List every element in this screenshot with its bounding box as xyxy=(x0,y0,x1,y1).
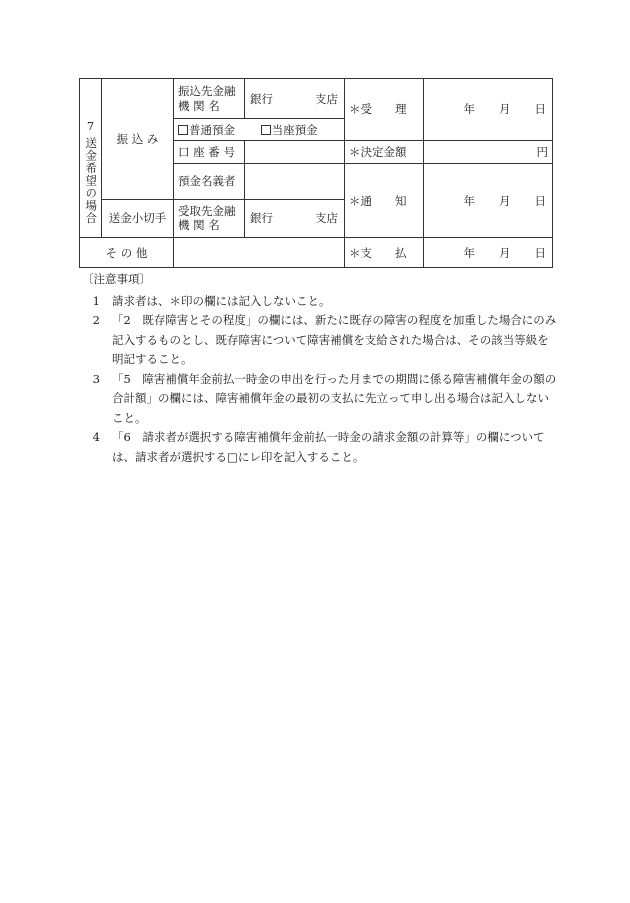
receiving-bank-field[interactable] xyxy=(245,199,345,237)
check-label: 送金小切手 xyxy=(102,199,174,237)
account-number-label: 口 座 番 号 xyxy=(174,140,245,163)
notes-heading: 〔注意事項〕 xyxy=(82,272,151,286)
year-label: 年 xyxy=(463,245,475,260)
note-number: 1 xyxy=(92,293,100,308)
year-label: 年 xyxy=(463,193,475,208)
notice-label: ＊通 知 xyxy=(345,164,424,238)
month-label: 月 xyxy=(499,102,511,117)
note-item xyxy=(82,370,557,429)
checkbox-icon xyxy=(178,125,188,135)
day-label: 日 xyxy=(534,102,546,117)
note-number: 2 xyxy=(92,313,100,327)
notice-date-field[interactable] xyxy=(424,164,553,238)
furikomi-bank-field[interactable] xyxy=(245,79,345,119)
payment-label: ＊支 払 xyxy=(345,238,424,268)
note-number: 3 xyxy=(92,371,100,386)
note-text: 「5 障害補償年金前払一時金の申出を行った月までの期間に係る障害補償年金の額の合計額」の欄には、障害補償年金の最初の支払に先立って申し出る場合は記入しないこと。 xyxy=(112,371,557,425)
acceptance-label: ＊受 理 xyxy=(345,79,424,141)
checkbox-icon xyxy=(261,125,271,135)
month-label: 月 xyxy=(499,193,511,208)
current-deposit-checkbox[interactable] xyxy=(261,123,318,137)
note-text: 「2 既存障害とその程度」の欄には、新たに既存の障害の程度を加重した場合にのみ記入するものとし、既存障害について障害補償を支給された場合は、その該当等級を明記すること。 xyxy=(112,313,557,366)
note-number: 4 xyxy=(92,430,100,444)
note-text: 請求者は、＊印の欄には記入しないこと。 xyxy=(112,293,331,308)
note-text: 「6 請求者が選択する障害補償年金前払一時金の請求金額の計算等」の欄については、請求者が選択する□にレ印を記入すること。 xyxy=(112,430,545,464)
day-label: 日 xyxy=(534,193,546,208)
furikomi-bank-label: 振込先金融機 関 名 xyxy=(174,79,245,119)
account-holder-field[interactable] xyxy=(245,164,345,200)
payment-date-field[interactable] xyxy=(424,238,553,268)
other-field[interactable] xyxy=(174,238,345,268)
note-item xyxy=(82,292,557,312)
ordinary-deposit-label: 普通預金 xyxy=(189,122,235,137)
decided-amount-label: ＊決定金額 xyxy=(345,140,424,163)
acceptance-date-field[interactable] xyxy=(424,79,553,141)
deposit-type-row xyxy=(174,119,345,140)
section-title: 送金希望の場合 xyxy=(84,137,99,225)
notes-section xyxy=(82,270,557,467)
section-number: 7 xyxy=(86,119,95,133)
account-number-field[interactable] xyxy=(245,140,345,163)
remittance-table xyxy=(79,78,553,268)
month-label: 月 xyxy=(499,245,511,260)
branch-suffix: 支店 xyxy=(315,211,338,226)
account-holder-label: 預金名義者 xyxy=(174,164,245,200)
yen-label: 円 xyxy=(536,144,548,159)
branch-suffix: 支店 xyxy=(315,91,338,106)
other-label: そ の 他 xyxy=(80,238,174,268)
current-deposit-label: 当座預金 xyxy=(271,122,318,137)
note-item xyxy=(82,428,557,467)
ordinary-deposit-checkbox[interactable] xyxy=(178,123,235,137)
note-item xyxy=(82,311,557,370)
year-label: 年 xyxy=(463,102,475,117)
day-label: 日 xyxy=(534,245,546,260)
bank-suffix: 銀行 xyxy=(250,91,273,106)
receiving-bank-label: 受取先金融機 関 名 xyxy=(174,199,245,237)
furikomi-label: 振 込 み xyxy=(102,79,174,200)
section-7-label xyxy=(80,79,102,238)
decided-amount-field[interactable] xyxy=(424,140,553,163)
bank-suffix: 銀行 xyxy=(250,211,273,226)
